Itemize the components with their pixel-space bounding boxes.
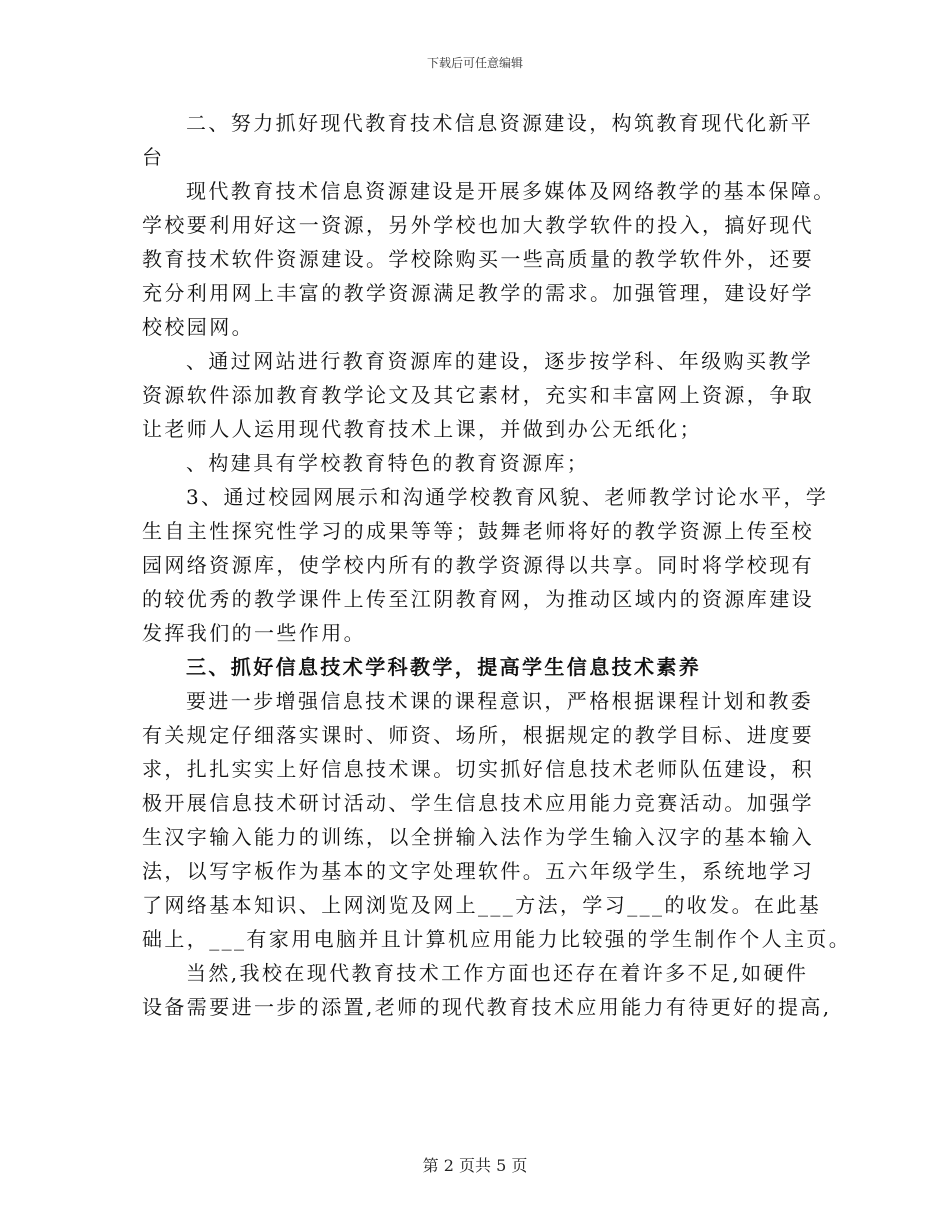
page-footer: 第 2 页共 5 页 <box>422 1156 528 1175</box>
text-line: 学校要利用好这一资源，另外学校也加大教学软件的投入，搞好现代 <box>142 213 814 237</box>
text-line: 生汉字输入能力的训练，以全拼输入法作为学生输入汉字的基本输入 <box>142 825 814 849</box>
text-line: 生自主性探究性学习的成果等等；鼓舞老师将好的教学资源上传至校 <box>142 519 814 543</box>
page-header: 下载后可任意编辑 <box>426 56 523 70</box>
text-line: 设备需要进一步的添置,老师的现代教育技术应用能力有待更好的提高, <box>142 995 832 1019</box>
section-heading: 二、努力抓好现代教育技术信息资源建设，构筑教育现代化新平 <box>186 111 814 135</box>
text-line: 台 <box>142 145 165 169</box>
text-line: 了网络基本知识、上网浏览及网上___方法，学习___的收发。在此基 <box>142 893 822 917</box>
text-line: 校校园网。 <box>142 315 254 339</box>
text-line: 极开展信息技术研讨活动、学生信息技术应用能力竞赛活动。加强学 <box>142 791 814 815</box>
text-line: 资源软件添加教育教学论文及其它素材，充实和丰富网上资源，争取 <box>142 383 814 407</box>
text-line: 、通过网站进行教育资源库的建设，逐步按学科、年级购买教学 <box>186 349 814 373</box>
text-line: 要进一步增强信息技术课的课程意识，严格根据课程计划和教委 <box>186 689 814 713</box>
text-line: 让老师人人运用现代教育技术上课，并做到办公无纸化； <box>142 417 702 441</box>
text-line: 有关规定仔细落实课时、师资、场所，根据规定的教学目标、进度要 <box>142 723 814 747</box>
text-line: 园网络资源库，使学校内所有的教学资源得以共享。同时将学校现有 <box>142 553 814 577</box>
text-line: 础上，___有家用电脑并且计算机应用能力比较强的学生制作个人主页。 <box>142 927 852 951</box>
text-line: 、构建具有学校教育特色的教育资源库； <box>186 451 590 475</box>
text-line: 当然,我校在现代教育技术工作方面也还存在着许多不足,如硬件 <box>186 961 809 985</box>
text-line: 的较优秀的教学课件上传至江阴教育网，为推动区域内的资源库建设 <box>142 587 814 611</box>
document-body <box>142 106 852 1024</box>
text-line: 发挥我们的一些作用。 <box>142 621 366 645</box>
text-line: 充分利用网上丰富的教学资源满足教学的需求。加强管理，建设好学 <box>142 281 814 305</box>
section-heading: 三、抓好信息技术学科教学，提高学生信息技术素养 <box>186 655 702 679</box>
text-line: 求，扎扎实实上好信息技术课。切实抓好信息技术老师队伍建设，积 <box>142 757 814 781</box>
text-line: 3、通过校园网展示和沟通学校教育风貌、老师教学讨论水平，学 <box>186 485 829 509</box>
text-line: 教育技术软件资源建设。学校除购买一些高质量的教学软件外，还要 <box>142 247 814 271</box>
text-line: 现代教育技术信息资源建设是开展多媒体及网络教学的基本保障。 <box>186 179 836 203</box>
text-line: 法，以写字板作为基本的文字处理软件。五六年级学生，系统地学习 <box>142 859 814 883</box>
